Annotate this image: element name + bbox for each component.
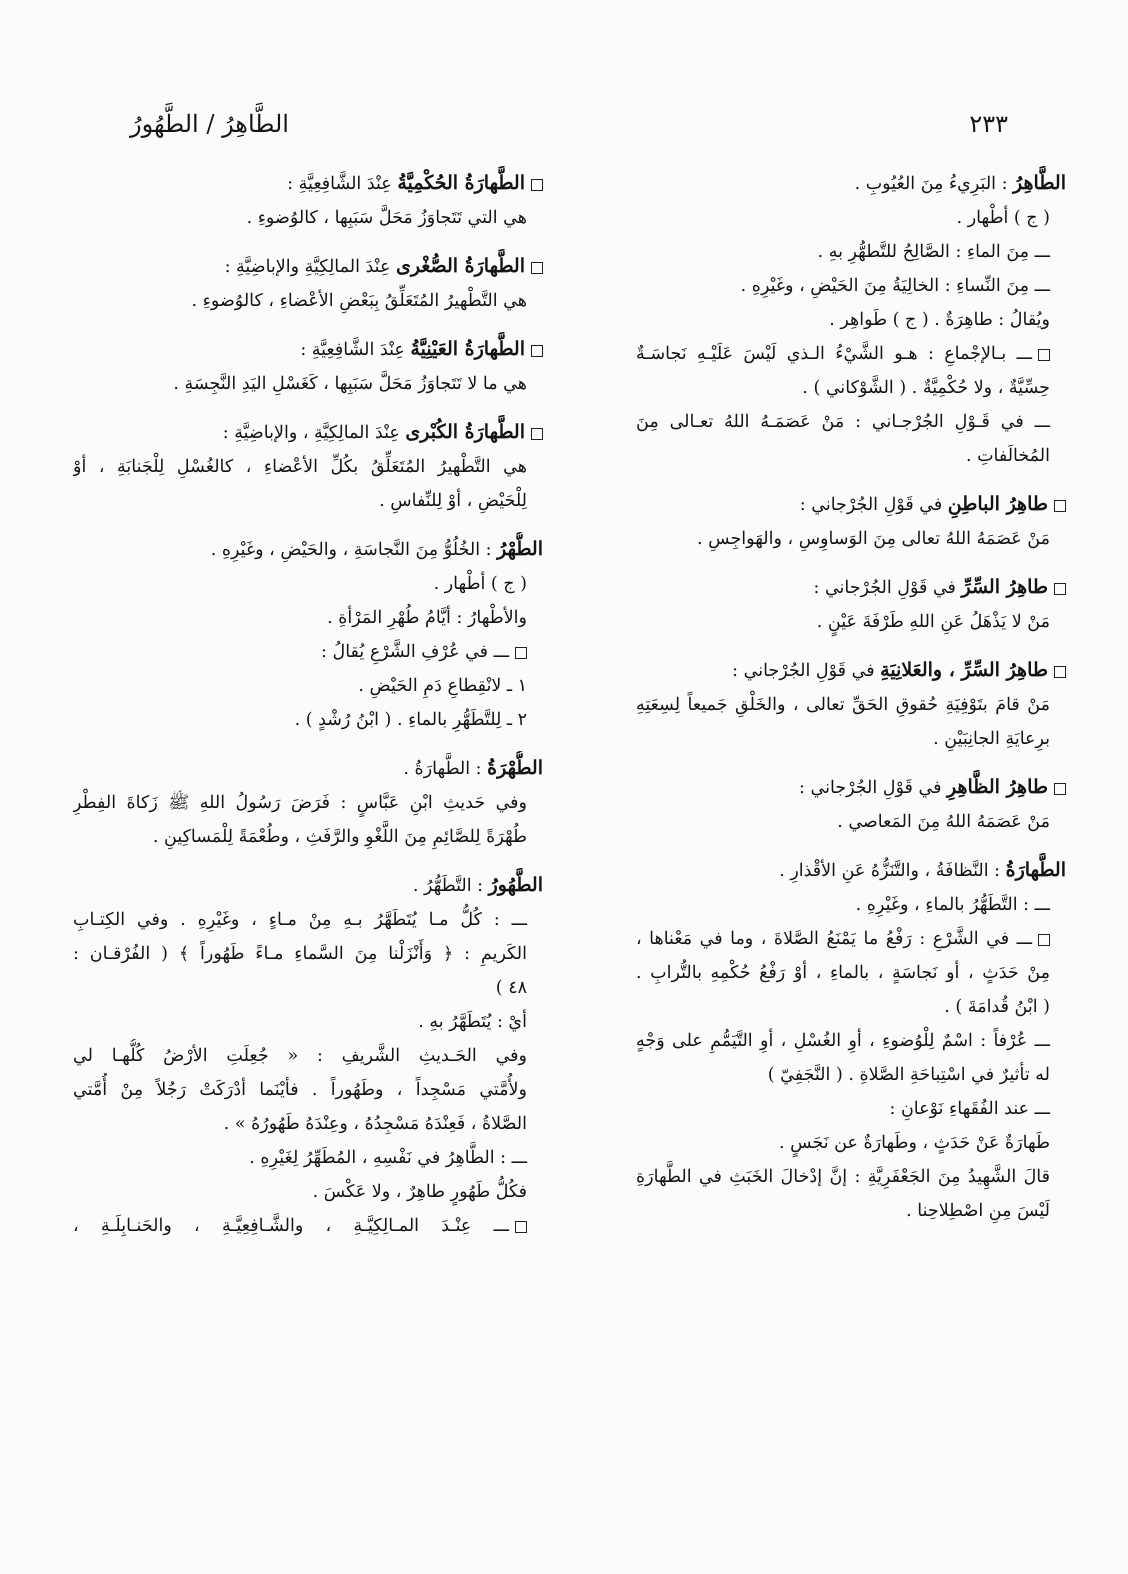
- entry-text-line: طَهارَةٌ عَنْ حَدَثٍ ، وطَهارَةٌ عن نَجَسٍ .: [779, 1133, 1050, 1153]
- left-column: [73, 166, 543, 1257]
- entry-headword-line: الطَّهارَةُ : النَّظافَةُ ، والتَّنَزُّهُ عَنِ الأقْذارِ .: [779, 859, 1066, 881]
- entry-text-line: ( ج ) أطْهار .: [433, 574, 527, 594]
- square-bullet-icon: [515, 647, 527, 659]
- entry-block: [73, 332, 543, 401]
- headword: الطُّهْرُ: [497, 538, 543, 560]
- entry-text-line: ١ ـ لانْقِطاعِ دَمِ الحَيْضِ .: [358, 676, 527, 696]
- entry-text-line: ـــ عند الفُقَهاءِ نَوْعانِ :: [889, 1099, 1050, 1119]
- entry-block: [73, 415, 543, 518]
- square-bullet-icon: [531, 179, 543, 191]
- headword: الطَّاهِرُ: [1013, 172, 1066, 194]
- square-bullet-icon: [1054, 583, 1066, 595]
- square-bullet-icon: [531, 262, 543, 274]
- headword: طاهِرُ السِّرِّ ، والعَلانِيَةِ: [880, 659, 1048, 681]
- entry-headword-line: الطُّهْرُ : الخُلُوُّ مِنَ النَّجاسَةِ ، والحَيْضِ ، وغَيْرِهِ .: [210, 538, 543, 560]
- entry-text-line: له تأثيرٌ في اسْتِباحَةِ الصَّلاةِ . ( النَّجَفِيّ ): [767, 1065, 1050, 1085]
- entry-headword-line: طاهِرُ السِّرِّ في قَوْلِ الجُرْجاني :: [636, 570, 1066, 605]
- square-bullet-icon: [531, 345, 543, 357]
- entry-text-line: هي ما لا تَتَجاوَزُ مَحَلَّ سَبَبِها ، كَغَسْلِ اليَدِ النَّجِسَةِ .: [173, 374, 527, 394]
- entry-text-line: ( ابْنُ قُدامَةَ ) .: [944, 997, 1050, 1017]
- entry-text-line: ( ج ) أطْهار .: [956, 208, 1050, 228]
- running-head: الطَّاهِرُ / الطَّهُورُ: [130, 110, 289, 138]
- entry-text-line: برِعايَةِ الجانِبَيْنِ .: [933, 729, 1050, 749]
- headword: طاهِرُ الباطِنِ: [947, 493, 1048, 515]
- entry-block: [73, 532, 543, 737]
- entry-block: [636, 853, 1066, 1228]
- entry-block: [636, 770, 1066, 839]
- headword: الطَّهارَةُ: [1005, 859, 1066, 881]
- entry-text-line: هي التَّطْهيرُ المُتَعَلِّقُ بِبَعْضِ الأعْضاءِ ، كالوُضوءِ .: [191, 291, 527, 311]
- headword: طاهِرُ الظَّاهِرِ: [947, 776, 1048, 798]
- entry-headword-line: طاهِرُ السِّرِّ ، والعَلانِيَةِ في قَوْلِ الجُرْجاني :: [636, 653, 1066, 688]
- entry-text-line: ولأُمَّتي مَسْجِداً ، وطَهُوراً . فأيْنَما أدْرَكَتْ رَجُلاً مِنْ أُمَّتي: [73, 1080, 527, 1100]
- entry-block: [73, 166, 543, 235]
- entry-block: [636, 570, 1066, 639]
- entry-text-line: مِنْ حَدَثٍ ، أو نَجاسَةٍ ، بالماءِ ، أوْ رَفْعُ حُكْمِهِ بالتُّرابِ .: [636, 963, 1050, 983]
- entry-headword-line: الطُّهْرَةُ : الطَّهارَةُ .: [403, 757, 543, 779]
- entry-block: [636, 166, 1066, 473]
- square-bullet-icon: [1038, 349, 1050, 361]
- square-bullet-icon: [1054, 783, 1066, 795]
- entry-text-line: حِسِّيَّةٌ ، ولا حُكْمِيَّةٌ . ( الشَّوْكاني ) .: [802, 378, 1050, 398]
- entry-text-line: ـــ : التَّطَهُّرُ بالماءِ ، وغَيْرِهِ .: [855, 895, 1050, 915]
- page-number: ٢٣٣: [969, 110, 1008, 138]
- entry-text-line: وفي حَديثِ ابْنِ عَبَّاسٍ : فَرَضَ رَسُولُ اللهِ ﷺ زَكاةَ الفِطْرِ: [73, 793, 527, 813]
- entry-text-line: وفي الحَـديثِ الشَّريفِ : « جُعِلَتِ الأرْضُ كُلُّهـا لي: [73, 1046, 527, 1066]
- headword: الطَّهارَةُ العَيْنِيَّةُ: [410, 338, 525, 360]
- square-bullet-icon: [515, 1221, 527, 1233]
- headword: الطُّهْرَةُ: [487, 757, 543, 779]
- entry-text-line: ٤٨ ): [495, 978, 527, 998]
- entry-text-line: ويُقالُ : طاهِرَةٌ . ( ج ) طَواهِر .: [829, 310, 1050, 330]
- entry-text-line: مَنْ عَصَمَهُ اللهُ تعالى مِنَ الوَساوِسِ ، والهَواجِسِ .: [697, 529, 1050, 549]
- entry-block: [73, 751, 543, 854]
- entry-block: [73, 868, 543, 1243]
- entry-text-line: ـــ في عُرْفِ الشَّرْعِ يُقالُ :: [73, 635, 543, 669]
- entry-headword-line: طاهِرُ الباطِنِ في قَوْلِ الجُرْجاني :: [636, 487, 1066, 522]
- headword: الطَّهارَةُ الصُّغْرى: [395, 255, 525, 277]
- entry-text-line: طُهْرَةً لِلصَّائِمِ مِنَ اللَّغْوِ والرَّفَثِ ، وطُعْمَةً لِلْمَساكِينِ .: [152, 827, 527, 847]
- headword: الطَّهارَةُ الحُكْمِيَّةُ: [397, 172, 525, 194]
- entry-headword-line: الطَّهارَةُ الكُبْرى عِنْدَ المالِكِيَّةِ ، والإباضِيَّةِ :: [73, 415, 543, 450]
- entry-text-line: فكُلُّ طَهُورٍ طاهِرٌ ، ولا عَكْسَ .: [312, 1182, 527, 1202]
- entry-headword-line: الطَّاهِرُ : البَرِيءُ مِنَ العُيُوبِ .: [854, 172, 1066, 194]
- entry-text-line: مَنْ عَصَمَهُ اللهُ مِنَ المَعاصي .: [837, 812, 1050, 832]
- entry-text-line: ـــ في الشَّرْعِ : رَفْعُ ما يَمْنَعُ الصَّلاةَ ، وما في مَعْناها ،: [636, 922, 1066, 956]
- headword: الطَّهارَةُ الكُبْرى: [405, 421, 525, 443]
- entry-text-line: لِلْحَيْضِ ، أوْ لِلنِّفاسِ .: [379, 491, 527, 511]
- entry-block: [636, 653, 1066, 756]
- right-column: [636, 166, 1066, 1242]
- square-bullet-icon: [531, 428, 543, 440]
- page-header: [130, 110, 1008, 146]
- entry-text-line: قالَ الشَّهِيدُ مِنَ الجَعْفَرِيَّةِ : إنَّ إدْخالَ الخَبَثِ في الطَّهارَةِ: [636, 1167, 1050, 1187]
- entry-headword-line: الطَّهارَةُ العَيْنِيَّةُ عِنْدَ الشَّافِعِيَّةِ :: [73, 332, 543, 367]
- entry-headword-line: الطَّهارَةُ الحُكْمِيَّةُ عِنْدَ الشَّافِعِيَّةِ :: [73, 166, 543, 201]
- entry-text-line: ـــ مِنَ الماءِ : الصَّالِحُ للتَّطهُّرِ بهِ .: [817, 242, 1050, 262]
- entry-headword-line: الطَّهارَةُ الصُّغْرى عِنْدَ المالِكِيَّةِ والإباضِيَّةِ :: [73, 249, 543, 284]
- entry-block: [73, 249, 543, 318]
- entry-text-line: الكَريمِ : ﴿ وَأَنْزَلْنا مِنَ السَّماءِ مـاءً طَهُوراً ﴾ ( الفُرْقـان :: [73, 944, 527, 964]
- entry-text-line: مَنْ قامَ بتَوْفِيَةِ حُقوقِ الحَقِّ تعالى ، والخَلْقِ جَميعاً لِسِعَتِهِ: [636, 695, 1050, 715]
- entry-headword-line: الطَّهُورُ : التَّطَهُّرُ .: [412, 874, 543, 896]
- entry-text-line: والأطْهارُ : أيَّامُ طُهْرِ المَرْأةِ .: [327, 608, 527, 628]
- entry-text-line: ـــ عُرْفاً : اسْمٌ لِلْوُضوءِ ، أوِ الغُسْلِ ، أوِ التَّيَمُّمِ على وَجْهٍ: [636, 1031, 1050, 1051]
- square-bullet-icon: [1054, 666, 1066, 678]
- entry-text-line: المُخالَفاتِ .: [965, 446, 1050, 466]
- entry-text-line: الصَّلاةُ ، فَعِنْدَهُ مَسْجِدُهُ ، وعِنْدَهُ طَهُورُهُ » .: [223, 1114, 527, 1134]
- entry-text-line: ٢ ـ لِلتَّطَهُّرِ بالماءِ . ( ابْنُ رُشْدٍ ) .: [294, 710, 527, 730]
- entry-text-line: هي التَّطْهيرُ المُتَعَلِّقُ بكُلِّ الأعْضاءِ ، كالغُسْلِ لِلْجَنابَةِ ، أوْ: [73, 457, 527, 477]
- entry-text-line: ـــ بـالإجْماعِ : هـو الشَّيْءُ الـذي لَيْسَ عَلَيْـهِ نَجاسَـةٌ: [636, 337, 1066, 371]
- entry-text-line: ـــ : كُلُّ مـا يُتَطَهَّرُ بـهِ مِنْ مـاءٍ ، وغَيْرِهِ . وفي الكِتـابِ: [73, 910, 527, 930]
- headword: طاهِرُ السِّرِّ: [961, 576, 1048, 598]
- entry-headword-line: طاهِرُ الظَّاهِرِ في قَوْلِ الجُرْجاني :: [636, 770, 1066, 805]
- entry-text-line: مَنْ لا يَذْهَلُ عَنِ اللهِ طَرْفَةَ عَيْنٍ .: [816, 612, 1050, 632]
- entry-block: [636, 487, 1066, 556]
- entry-text-line: ـــ : الطَّاهِرُ في نَفْسِهِ ، المُطَهِّرُ لِغَيْرِهِ .: [249, 1148, 527, 1168]
- entry-text-line: ـــ عِنْـدَ المـالِكِيَّـةِ ، والشَّـافِعِيَّـةِ ، والحَنـابِلَـةِ ،: [73, 1209, 543, 1243]
- entry-text-line: أيْ : يُتَطَهَّرُ بهِ .: [418, 1012, 527, 1032]
- headword: الطَّهُورُ: [488, 874, 543, 896]
- entry-text-line: هي التي تَتَجاوَزُ مَحَلَّ سَبَبِها ، كالوُضوءِ .: [246, 208, 527, 228]
- square-bullet-icon: [1054, 500, 1066, 512]
- entry-text-line: ـــ مِنَ النِّساءِ : الخالِيَةُ مِنَ الحَيْضِ ، وغَيْرِهِ .: [740, 276, 1050, 296]
- square-bullet-icon: [1038, 934, 1050, 946]
- entry-text-line: لَيْسَ مِنِ اصْطِلاحِنا .: [906, 1201, 1050, 1221]
- entry-text-line: ـــ في قَـوْلِ الجُرْجـاني : مَنْ عَصَمَـهُ اللهُ تعـالى مِنَ: [636, 412, 1050, 432]
